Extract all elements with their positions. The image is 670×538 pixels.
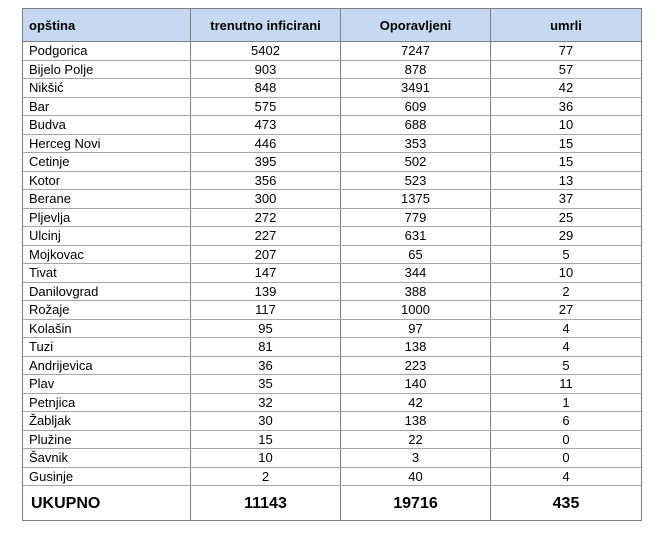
- cell-inficirani: 227: [191, 227, 341, 246]
- cell-oporavljeni: 65: [341, 245, 491, 264]
- table-row: [23, 412, 642, 431]
- cell-inficirani: 36: [191, 356, 341, 375]
- table-row: [23, 375, 642, 394]
- cell-opstina: Žabljak: [23, 412, 191, 431]
- table-row: [23, 338, 642, 357]
- cell-opstina: Andrijevica: [23, 356, 191, 375]
- cell-umrli: 5: [491, 245, 642, 264]
- cell-umrli: 4: [491, 338, 642, 357]
- total-oporavljeni: 19716: [341, 486, 491, 521]
- cell-opstina: Mojkovac: [23, 245, 191, 264]
- cell-umrli: 36: [491, 97, 642, 116]
- cell-oporavljeni: 138: [341, 412, 491, 431]
- table-row: [23, 97, 642, 116]
- header-inficirani: trenutno inficirani: [191, 9, 341, 42]
- cell-oporavljeni: 223: [341, 356, 491, 375]
- cell-oporavljeni: 140: [341, 375, 491, 394]
- header-umrli: umrli: [491, 9, 642, 42]
- cell-inficirani: 35: [191, 375, 341, 394]
- cell-oporavljeni: 3: [341, 449, 491, 468]
- cell-oporavljeni: 502: [341, 153, 491, 172]
- cell-oporavljeni: 42: [341, 393, 491, 412]
- table-row: [23, 264, 642, 283]
- cell-oporavljeni: 779: [341, 208, 491, 227]
- cell-opstina: Tivat: [23, 264, 191, 283]
- cell-opstina: Rožaje: [23, 301, 191, 320]
- cell-opstina: Berane: [23, 190, 191, 209]
- table-row: [23, 208, 642, 227]
- cell-oporavljeni: 7247: [341, 42, 491, 61]
- table-row: [23, 301, 642, 320]
- table-row: [23, 153, 642, 172]
- cell-oporavljeni: 1375: [341, 190, 491, 209]
- total-inficirani: 11143: [191, 486, 341, 521]
- cell-umrli: 29: [491, 227, 642, 246]
- cell-inficirani: 848: [191, 79, 341, 98]
- cell-oporavljeni: 97: [341, 319, 491, 338]
- table-footer: [23, 486, 642, 521]
- cell-opstina: Plav: [23, 375, 191, 394]
- cell-umrli: 11: [491, 375, 642, 394]
- cell-umrli: 77: [491, 42, 642, 61]
- table-row: [23, 319, 642, 338]
- cell-oporavljeni: 878: [341, 60, 491, 79]
- cell-umrli: 0: [491, 430, 642, 449]
- table-row: [23, 467, 642, 486]
- cell-inficirani: 15: [191, 430, 341, 449]
- cell-opstina: Kotor: [23, 171, 191, 190]
- cell-opstina: Šavnik: [23, 449, 191, 468]
- table-body: [23, 42, 642, 486]
- table-row: [23, 116, 642, 135]
- cell-opstina: Cetinje: [23, 153, 191, 172]
- cell-inficirani: 81: [191, 338, 341, 357]
- cell-oporavljeni: 523: [341, 171, 491, 190]
- table-row: [23, 449, 642, 468]
- table-row: [23, 393, 642, 412]
- cell-umrli: 0: [491, 449, 642, 468]
- cell-inficirani: 2: [191, 467, 341, 486]
- cell-umrli: 1: [491, 393, 642, 412]
- cell-opstina: Bijelo Polje: [23, 60, 191, 79]
- cell-oporavljeni: 138: [341, 338, 491, 357]
- cell-inficirani: 5402: [191, 42, 341, 61]
- cell-inficirani: 300: [191, 190, 341, 209]
- cell-inficirani: 117: [191, 301, 341, 320]
- cell-oporavljeni: 609: [341, 97, 491, 116]
- cell-umrli: 5: [491, 356, 642, 375]
- cell-opstina: Gusinje: [23, 467, 191, 486]
- cell-oporavljeni: 40: [341, 467, 491, 486]
- cell-inficirani: 95: [191, 319, 341, 338]
- table-row: [23, 42, 642, 61]
- table-row: [23, 79, 642, 98]
- table-row: [23, 356, 642, 375]
- cell-inficirani: 903: [191, 60, 341, 79]
- cell-umrli: 42: [491, 79, 642, 98]
- cell-inficirani: 10: [191, 449, 341, 468]
- table-row: [23, 190, 642, 209]
- cell-oporavljeni: 344: [341, 264, 491, 283]
- cell-opstina: Pljevlja: [23, 208, 191, 227]
- cell-umrli: 13: [491, 171, 642, 190]
- cell-umrli: 2: [491, 282, 642, 301]
- cell-umrli: 15: [491, 134, 642, 153]
- cell-inficirani: 207: [191, 245, 341, 264]
- cell-inficirani: 30: [191, 412, 341, 431]
- cell-umrli: 6: [491, 412, 642, 431]
- cell-opstina: Danilovgrad: [23, 282, 191, 301]
- cell-umrli: 4: [491, 467, 642, 486]
- cell-opstina: Herceg Novi: [23, 134, 191, 153]
- table-row: [23, 282, 642, 301]
- table-row: [23, 245, 642, 264]
- cell-oporavljeni: 353: [341, 134, 491, 153]
- cell-inficirani: 575: [191, 97, 341, 116]
- cell-oporavljeni: 688: [341, 116, 491, 135]
- cell-oporavljeni: 3491: [341, 79, 491, 98]
- header-opstina: opština: [23, 9, 191, 42]
- cell-opstina: Tuzi: [23, 338, 191, 357]
- cell-oporavljeni: 22: [341, 430, 491, 449]
- cell-opstina: Nikšić: [23, 79, 191, 98]
- cell-oporavljeni: 388: [341, 282, 491, 301]
- cell-opstina: Budva: [23, 116, 191, 135]
- cell-umrli: 27: [491, 301, 642, 320]
- cell-inficirani: 446: [191, 134, 341, 153]
- cell-umrli: 4: [491, 319, 642, 338]
- header-row: [23, 9, 642, 42]
- header-oporavljeni: Oporavljeni: [341, 9, 491, 42]
- cell-inficirani: 139: [191, 282, 341, 301]
- table-row: [23, 227, 642, 246]
- cell-opstina: Bar: [23, 97, 191, 116]
- table-row: [23, 134, 642, 153]
- cell-opstina: Petnjica: [23, 393, 191, 412]
- municipality-stats-table: [22, 8, 642, 521]
- cell-inficirani: 356: [191, 171, 341, 190]
- cell-opstina: Plužine: [23, 430, 191, 449]
- cell-inficirani: 473: [191, 116, 341, 135]
- cell-inficirani: 32: [191, 393, 341, 412]
- cell-umrli: 10: [491, 264, 642, 283]
- cell-opstina: Kolašin: [23, 319, 191, 338]
- cell-umrli: 57: [491, 60, 642, 79]
- cell-umrli: 10: [491, 116, 642, 135]
- cell-umrli: 25: [491, 208, 642, 227]
- table-row: [23, 430, 642, 449]
- table-row: [23, 60, 642, 79]
- cell-opstina: Ulcinj: [23, 227, 191, 246]
- total-row: [23, 486, 642, 521]
- table-row: [23, 171, 642, 190]
- cell-umrli: 37: [491, 190, 642, 209]
- cell-inficirani: 147: [191, 264, 341, 283]
- cell-oporavljeni: 1000: [341, 301, 491, 320]
- total-umrli: 435: [491, 486, 642, 521]
- cell-inficirani: 395: [191, 153, 341, 172]
- table-header: [23, 9, 642, 42]
- cell-umrli: 15: [491, 153, 642, 172]
- cell-opstina: Podgorica: [23, 42, 191, 61]
- total-label: UKUPNO: [23, 486, 191, 521]
- cell-inficirani: 272: [191, 208, 341, 227]
- cell-oporavljeni: 631: [341, 227, 491, 246]
